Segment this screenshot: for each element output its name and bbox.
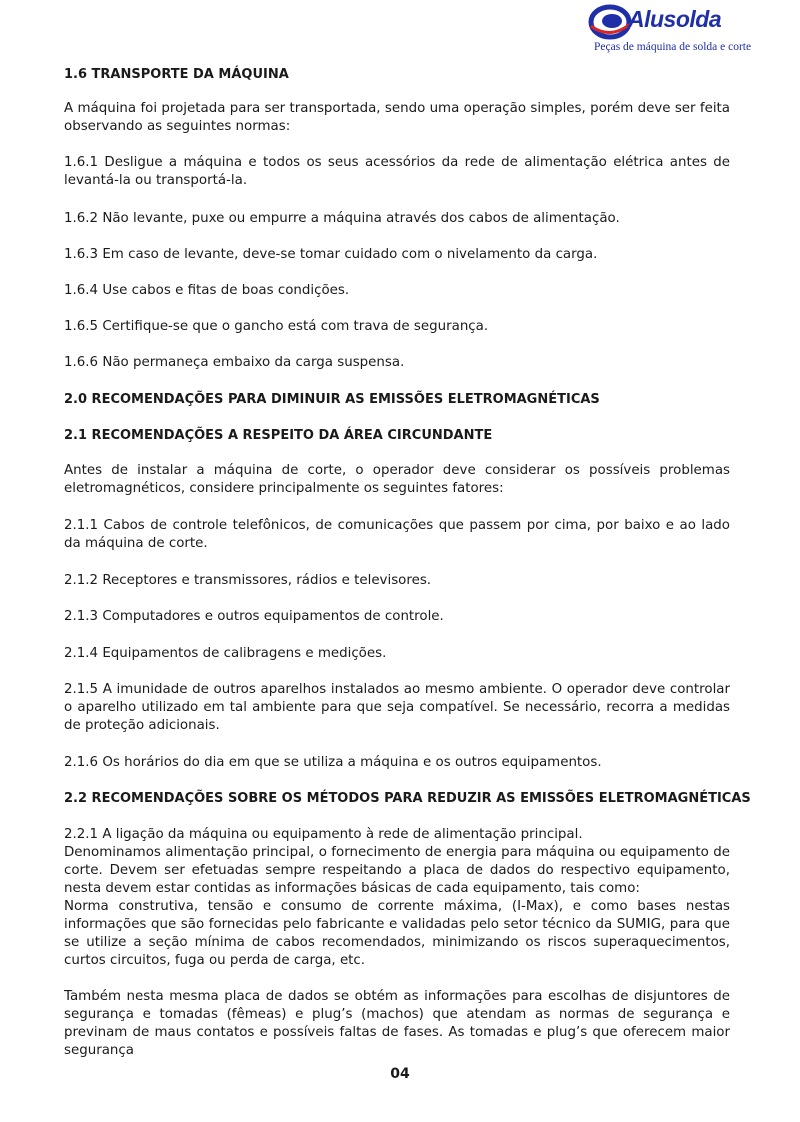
section-2-0-heading: 2.0 RECOMENDAÇÕES PARA DIMINUIR AS EMISSÕES ELETROMAGNÉTICAS — [64, 392, 600, 407]
item-2-1-6: 2.1.6 Os horários do dia em que se utiliza a máquina e os outros equipamentos. — [64, 755, 602, 770]
logo-tagline: Peças de máquina de solda e corte — [594, 41, 752, 53]
section-2-2-paragraph: Também nesta mesma placa de dados se obtém as informações para escolhas de disjuntores de segurança e tomadas (fêmeas) e plug’s (machos) que atendam as normas de segurança e previnam de maus contatos e possíveis faltas de fases. As tomadas e plug’s que oferecem maior segurança — [64, 989, 730, 1058]
alusolda-logo — [588, 2, 752, 58]
section-2-1-intro: Antes de instalar a máquina de corte, o operador deve considerar os possíveis problemas eletromagnéticos, considere principalmente os seguintes fatores: — [64, 463, 730, 496]
section-1-6-heading: 1.6 TRANSPORTE DA MÁQUINA — [64, 67, 289, 82]
item-1-6-2: 1.6.2 Não levante, puxe ou empurre a máquina através dos cabos de alimentação. — [64, 211, 620, 226]
item-2-1-3: 2.1.3 Computadores e outros equipamentos de controle. — [64, 609, 444, 624]
item-1-6-4: 1.6.4 Use cabos e fitas de boas condições. — [64, 283, 350, 298]
item-1-6-1: 1.6.1 Desligue a máquina e todos os seus acessórios da rede de alimentação elétrica antes de levantá-la ou transportá-la. — [64, 155, 730, 188]
section-1-6-intro: A máquina foi projetada para ser transportada, sendo uma operação simples, porém deve ser feita observando as seguintes normas: — [64, 101, 730, 134]
item-2-2-1-definition: Denominamos alimentação principal, o fornecimento de energia para máquina ou equipamento de corte. Devem ser efetuadas sempre respeitando a placa de dados do respectivo equipamento, nesta devem estar contidas as informações básicas de cada equipamento, tais como: — [64, 845, 730, 896]
item-2-1-4: 2.1.4 Equipamentos de calibragens e medições. — [64, 646, 387, 661]
item-2-1-1: 2.1.1 Cabos de controle telefônicos, de comunicações que passem por cima, por baixo e ao lado da máquina de corte. — [64, 518, 730, 551]
section-2-2-heading: 2.2 RECOMENDAÇÕES SOBRE OS MÉTODOS PARA REDUZIR AS EMISSÕES ELETROMAGNÉTICAS — [64, 791, 751, 806]
item-2-2-1-title: 2.2.1 A ligação da máquina ou equipamento à rede de alimentação principal. — [64, 827, 583, 842]
item-2-1-5: 2.1.5 A imunidade de outros aparelhos instalados ao mesmo ambiente. O operador deve controlar o aparelho utilizado em tal ambiente para que seja compatível. Se necessário, recorra a medidas de proteção adicionais. — [64, 682, 730, 733]
logo-brand: Alusolda — [628, 6, 722, 32]
item-1-6-6: 1.6.6 Não permaneça embaixo da carga suspensa. — [64, 355, 405, 370]
item-2-2-1-details: Norma construtiva, tensão e consumo de corrente máxima, (I-Max), e como bases nestas informações que são fornecidas pelo fabricante e validadas pelo setor técnico da SUMIG, para que se utilize a seção mínima de cabos recomendados, minimizando os riscos superaquecimentos, curtos circuitos, fuga ou perda de carga, etc. — [64, 899, 730, 968]
page-number: 04 — [390, 1066, 410, 1082]
item-1-6-3: 1.6.3 Em caso de levante, deve-se tomar cuidado com o nivelamento da carga. — [64, 247, 598, 262]
item-1-6-5: 1.6.5 Certifique-se que o gancho está com trava de segurança. — [64, 319, 489, 334]
section-2-1-heading: 2.1 RECOMENDAÇÕES A RESPEITO DA ÁREA CIRCUNDANTE — [64, 428, 493, 443]
item-2-1-2: 2.1.2 Receptores e transmissores, rádios e televisores. — [64, 573, 432, 588]
